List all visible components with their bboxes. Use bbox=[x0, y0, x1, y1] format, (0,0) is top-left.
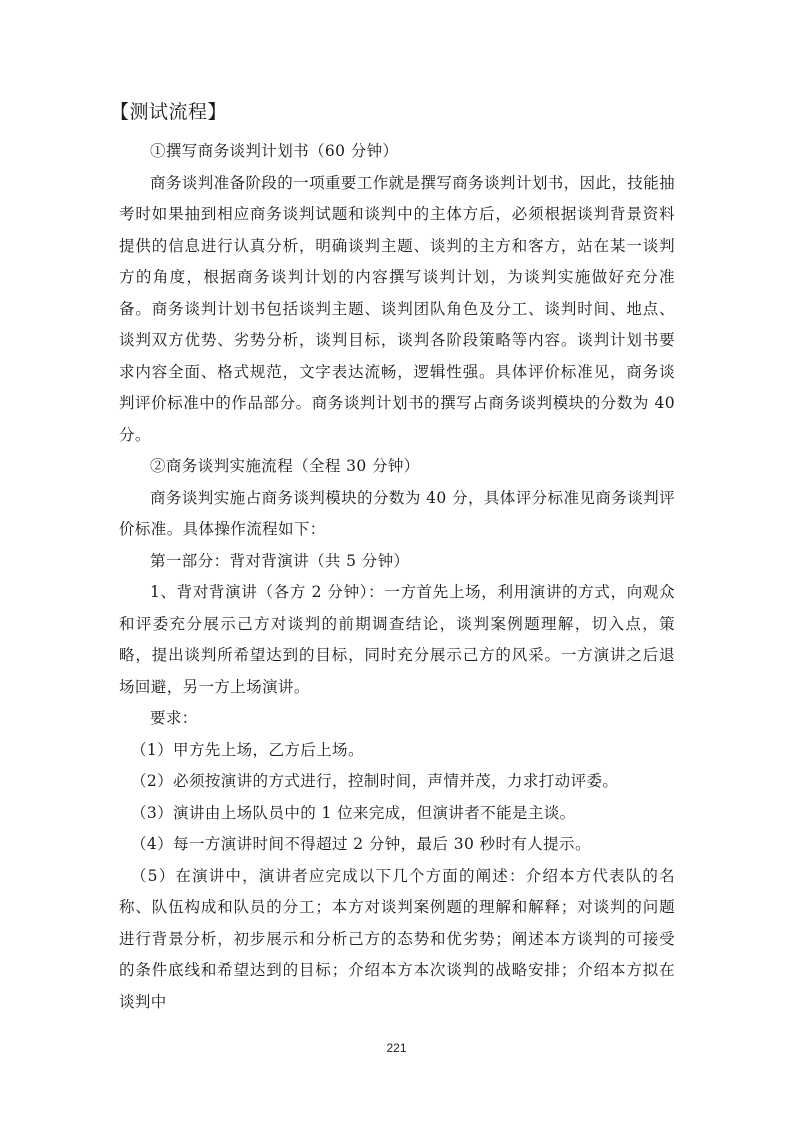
requirement-3: （3）演讲由上场队员中的 1 位来完成，但演讲者不能是主谈。 bbox=[131, 803, 576, 822]
requirement-5: （5）在演讲中，演讲者应完成以下几个方面的阐述：介绍本方代表队的名称、队伍构成和队员的分工；本方对谈判案例题的理解和解释；对谈判的问题进行背景分析，初步展示和分析己方的态势和优劣势；阐述本方谈判的可接受的条件底线和希望达到的目标；介绍本方本次谈判的战略安排；介绍本方拟在谈判中 bbox=[119, 866, 675, 1011]
paragraph-3: ②商务谈判实施流程（全程 30 分钟） bbox=[150, 457, 420, 475]
requirement-2: （2）必须按演讲的方式进行，控制时间，声情并茂，力求打动评委。 bbox=[131, 772, 619, 790]
paragraph-4: 商务谈判实施占商务谈判模块的分数为 40 分，具体评分标准见商务谈判评价标准。具体操作流程如下： bbox=[119, 488, 675, 538]
paragraph-6: 1、背对背演讲（各方 2 分钟）：一方首先上场，利用演讲的方式，向观众和评委充分展示己方对谈判的前期调查结论，谈判案例题理解，切入点，策略，提出谈判所希望达到的目标，同时充分展示己方的风采。一方演讲之后退场回避，另一方上场演讲。 bbox=[119, 583, 675, 696]
paragraph-7: 要求： bbox=[150, 709, 198, 727]
section-heading: 【测试流程】 bbox=[110, 101, 228, 123]
paragraph-2: 商务谈判准备阶段的一项重要工作就是撰写商务谈判计划书，因此，技能抽考时如果抽到相应商务谈判试题和谈判中的主体方后，必须根据谈判背景资料提供的信息进行认真分析，明确谈判主题、谈判的主方和客方，站在某一谈判方的角度，根据商务谈判计划的内容撰写谈判计划，为谈判实施做好充分准备。商务谈判计划书包括谈判主题、谈判团队角色及分工、谈判时间、地点、谈判双方优势、劣势分析，谈判目标，谈判各阶段策略等内容。谈判计划书要求内容全面、格式规范，文字表达流畅，逻辑性强。具体评价标准见，商务谈判评价标准中的作品部分。商务谈判计划书的撰写占商务谈判模块的分数为 40 分。 bbox=[119, 173, 675, 444]
requirement-1: （1）甲方先上场，乙方后上场。 bbox=[131, 740, 364, 759]
requirement-4: （4）每一方演讲时间不得超过 2 分钟，最后 30 秒时有人提示。 bbox=[131, 835, 591, 853]
page-number: 221 bbox=[386, 1041, 407, 1055]
page-content bbox=[110, 98, 675, 1018]
paragraph-5: 第一部分：背对背演讲（共 5 分钟） bbox=[150, 551, 410, 570]
paragraph-1: ①撰写商务谈判计划书（60 分钟） bbox=[150, 142, 399, 160]
